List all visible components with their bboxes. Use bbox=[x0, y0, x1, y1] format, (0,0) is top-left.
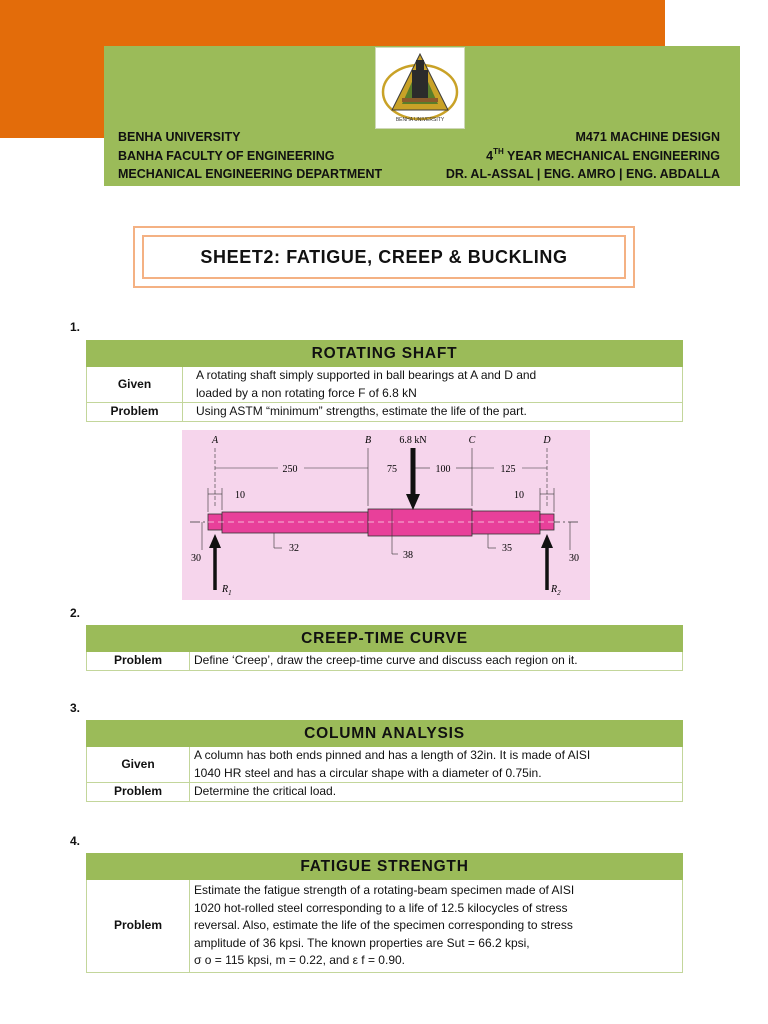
reaction-r2: $R_2$ bbox=[551, 584, 561, 597]
department-name: MECHANICAL ENGINEERING DEPARTMENT bbox=[118, 167, 383, 181]
label-b: B bbox=[364, 435, 372, 446]
dim-10-left: 10 bbox=[235, 490, 245, 501]
question-4-problem-label: Problem bbox=[87, 880, 190, 973]
shaft-section-32 bbox=[222, 512, 368, 533]
question-4-problem-text: Estimate the fatigue strength of a rotating-beam specimen made of AISI 1020 hot-rolled steel corresponding to a life of 12.5 kilocycles of stress reversal. Also, estimate the life of the specimen corresponding to stress amplitude of 36 kpsi. The known properties are Sut = 66.2 kpsi, σ o = 115 kpsi, m = 0.22, and ε f = 0.90. bbox=[190, 880, 683, 973]
dia-30-left: 30 bbox=[191, 553, 201, 564]
question-2-problem-label: Problem bbox=[87, 652, 190, 671]
dia-32: 32 bbox=[289, 543, 299, 554]
question-4-table bbox=[86, 853, 683, 973]
question-3-given-text: A column has both ends pinned and has a length of 32in. It is made of AISI 1040 HR steel and has a circular shape with a diameter of 0.75in. bbox=[190, 747, 683, 783]
question-4-heading: FATIGUE STRENGTH bbox=[87, 854, 683, 880]
question-1-given-text: A rotating shaft simply supported in ball bearings at A and D and loaded by a non rotating force F of 6.8 kN bbox=[183, 367, 683, 403]
year-line: 4TH YEAR MECHANICAL ENGINEERING bbox=[486, 146, 720, 163]
label-c: C bbox=[468, 435, 476, 446]
course-code: M471 MACHINE DESIGN bbox=[575, 130, 720, 144]
faculty-name: BANHA FACULTY OF ENGINEERING bbox=[118, 148, 335, 163]
question-3-problem-text: Determine the critical load. bbox=[190, 783, 683, 802]
question-1-heading: ROTATING SHAFT bbox=[87, 341, 683, 367]
sheet-title-frame bbox=[133, 226, 635, 288]
staff-names: DR. AL-ASSAL | ENG. AMRO | ENG. ABDALLA bbox=[445, 167, 720, 181]
logo-caption: BENHA UNIVERSITY bbox=[395, 117, 445, 123]
dia-30-right: 30 bbox=[569, 553, 579, 564]
dim-250: 250 bbox=[282, 464, 298, 475]
question-1-problem-text: Using ASTM “minimum” strengths, estimate the life of the part. bbox=[183, 403, 683, 422]
question-3-heading: COLUMN ANALYSIS bbox=[87, 721, 683, 747]
dia-35: 35 bbox=[502, 543, 512, 554]
shaft-diagram bbox=[182, 430, 590, 600]
header-right-block bbox=[446, 128, 720, 184]
question-3-problem-label: Problem bbox=[87, 783, 190, 802]
university-name: BENHA UNIVERSITY bbox=[118, 130, 241, 144]
university-logo bbox=[375, 47, 465, 129]
question-1-given-label: Given bbox=[87, 367, 183, 403]
shaft-section-38 bbox=[368, 509, 472, 536]
question-2-heading: CREEP-TIME CURVE bbox=[87, 626, 683, 652]
label-d: D bbox=[543, 435, 551, 446]
question-2-number: 2. bbox=[70, 606, 81, 620]
question-1-table bbox=[86, 340, 683, 422]
reaction-r1: $R_1$ bbox=[222, 584, 232, 597]
question-3-table bbox=[86, 720, 683, 802]
question-3-given-label: Given bbox=[87, 747, 190, 783]
sheet-title: SHEET2: FATIGUE, CREEP & BUCKLING bbox=[200, 246, 568, 267]
dim-75: 75 bbox=[387, 464, 397, 475]
force-label: 6.8 kN bbox=[399, 435, 427, 446]
header-left-block bbox=[118, 128, 382, 184]
question-3-number: 3. bbox=[70, 701, 81, 715]
question-1-number: 1. bbox=[70, 320, 81, 334]
question-4-number: 4. bbox=[70, 834, 81, 848]
question-1-problem-label: Problem bbox=[87, 403, 183, 422]
dia-38: 38 bbox=[403, 550, 413, 561]
dim-125: 125 bbox=[500, 464, 516, 475]
shaft-section-35 bbox=[472, 511, 540, 534]
question-2-table bbox=[86, 625, 683, 671]
question-2-problem-text: Define ‘Creep’, draw the creep-time curve and discuss each region on it. bbox=[190, 652, 683, 671]
dim-10-right: 10 bbox=[514, 490, 524, 501]
label-a: A bbox=[211, 435, 219, 446]
dim-100: 100 bbox=[435, 464, 451, 475]
